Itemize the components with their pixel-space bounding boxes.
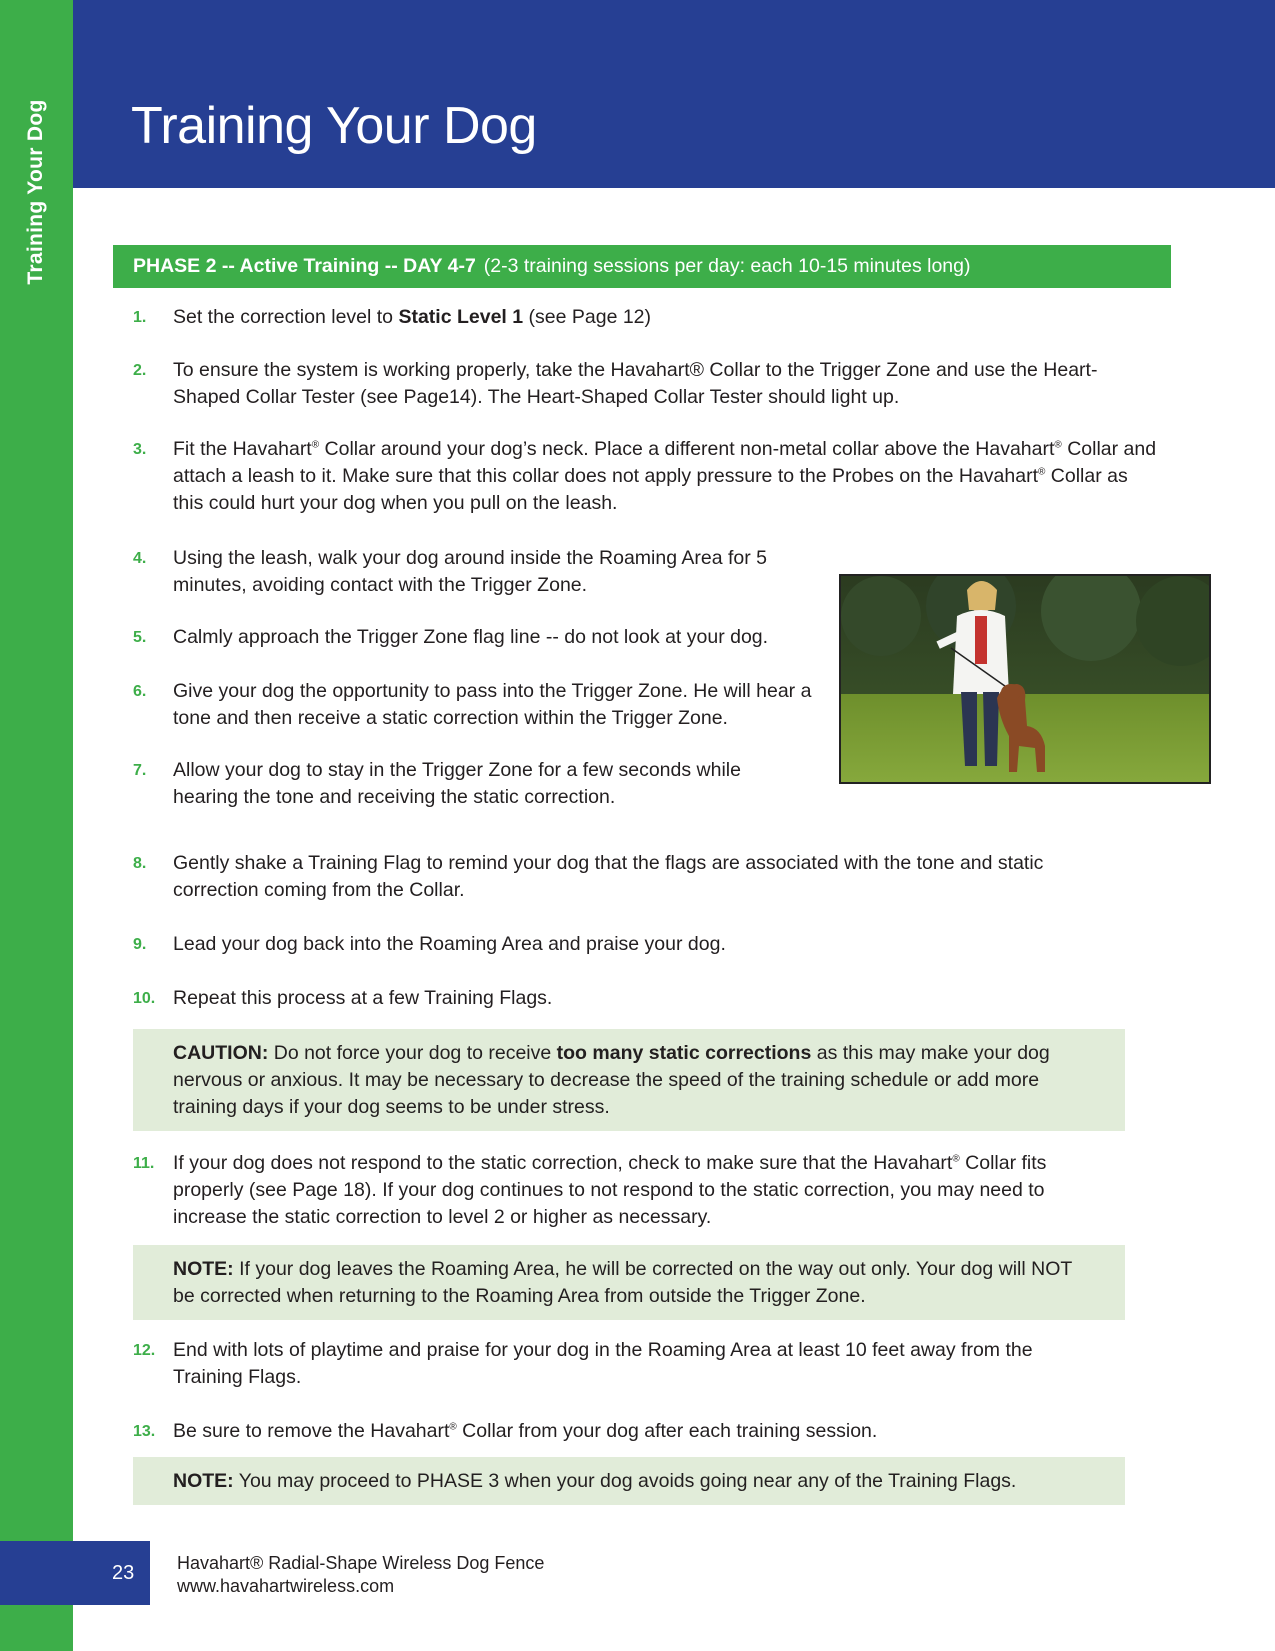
step-6 [133, 678, 823, 732]
sidebar-label: Training Your Dog [24, 99, 47, 285]
step-number: 3. [133, 441, 147, 458]
caution-box: CAUTION: Do not force your dog to receive too many static corrections as this may make your dog nervous or anxious. It may be necessary to decrease the speed of the training schedule or add more training days if your dog seems to be under stress. [133, 1029, 1125, 1131]
page-number: 23 [0, 1541, 150, 1605]
step-text: Gently shake a Training Flag to remind your dog that the flags are associated with the tone and static correction coming from the Collar. [173, 852, 1044, 901]
step-text: If your dog does not respond to the static correction, check to make sure that the Havahart® Collar fits properly (see Page 18). If your dog continues to not respond to the static correction, you may need to increase the static correction to level 2 or higher as necessary. [173, 1152, 1047, 1228]
step-number: 10. [133, 990, 156, 1007]
step-3 [133, 436, 1163, 517]
step-11 [133, 1150, 1163, 1231]
step-text: Allow your dog to stay in the Trigger Zone for a few seconds while hearing the tone and receiving the static correction. [173, 759, 741, 808]
step-text: Calmly approach the Trigger Zone flag line -- do not look at your dog. [173, 626, 769, 648]
step-13 [133, 1418, 1163, 1445]
phase-detail: (2-3 training sessions per day: each 10-15 minutes long) [483, 255, 971, 277]
sidebar [0, 0, 73, 1651]
step-1 [133, 304, 1163, 331]
step-number: 9. [133, 936, 147, 953]
step-text: Using the leash, walk your dog around inside the Roaming Area for 5 minutes, avoiding contact with the Trigger Zone. [173, 547, 768, 596]
step-2 [133, 357, 1163, 411]
training-photo [839, 574, 1211, 784]
footer-url: www.havahartwireless.com [177, 1576, 395, 1596]
step-text: Set the correction level to Static Level 1 (see Page 12) [173, 306, 652, 328]
note-box-phase3: NOTE: You may proceed to PHASE 3 when your dog avoids going near any of the Training Flags. [133, 1457, 1125, 1505]
step-4 [133, 545, 823, 599]
step-number: 2. [133, 362, 147, 379]
step-text: Fit the Havahart® Collar around your dog’s neck. Place a different non-metal collar above the Havahart® Collar and attach a leash to it. Make sure that this collar does not apply pressure to the Probes on the Havahart® Collar as this could hurt your dog when you pull on the leash. [173, 438, 1157, 514]
step-text: To ensure the system is working properly, take the Havahart® Collar to the Trigger Zone and use the Heart-Shaped Collar Tester (see Page14). The Heart-Shaped Collar Tester should light up. [173, 359, 1098, 408]
step-9 [133, 931, 1163, 958]
header-banner [73, 0, 1275, 188]
note-box-roaming: NOTE: If your dog leaves the Roaming Area, he will be corrected on the way out only. Your dog will NOT be corrected when returning to the Roaming Area from outside the Trigger Zone. [133, 1245, 1125, 1320]
step-number: 8. [133, 855, 147, 872]
step-text: End with lots of playtime and praise for your dog in the Roaming Area at least 10 feet away from the Training Flags. [173, 1339, 1033, 1388]
step-5 [133, 624, 823, 651]
step-number: 7. [133, 762, 147, 779]
step-text: Repeat this process at a few Training Flags. [173, 987, 553, 1009]
step-number: 4. [133, 550, 147, 567]
step-10 [133, 985, 1163, 1012]
phase-title: PHASE 2 -- Active Training -- DAY 4-7 [133, 255, 476, 277]
step-12 [133, 1337, 1163, 1391]
step-number: 12. [133, 1342, 156, 1359]
note-label: NOTE: [173, 1258, 234, 1280]
step-number: 11. [133, 1155, 155, 1172]
step-text: Give your dog the opportunity to pass into the Trigger Zone. He will hear a tone and then receive a static correction within the Trigger Zone. [173, 680, 812, 729]
step-text: Lead your dog back into the Roaming Area and praise your dog. [173, 933, 726, 955]
step-7 [133, 757, 823, 811]
footer [177, 1552, 544, 1598]
note-label: NOTE: [173, 1470, 234, 1492]
step-number: 5. [133, 629, 147, 646]
footer-product: Havahart® Radial-Shape Wireless Dog Fence [177, 1553, 545, 1573]
photo-woman-with-dog [841, 576, 1209, 782]
step-number: 13. [133, 1423, 156, 1440]
step-8 [133, 850, 1163, 904]
step-text: Be sure to remove the Havahart® Collar from your dog after each training session. [173, 1420, 878, 1442]
phase-heading [113, 245, 1171, 288]
step-number: 6. [133, 683, 147, 700]
caution-label: CAUTION: [173, 1042, 269, 1064]
step-number: 1. [133, 309, 147, 326]
page-title: Training Your Dog [131, 97, 537, 155]
